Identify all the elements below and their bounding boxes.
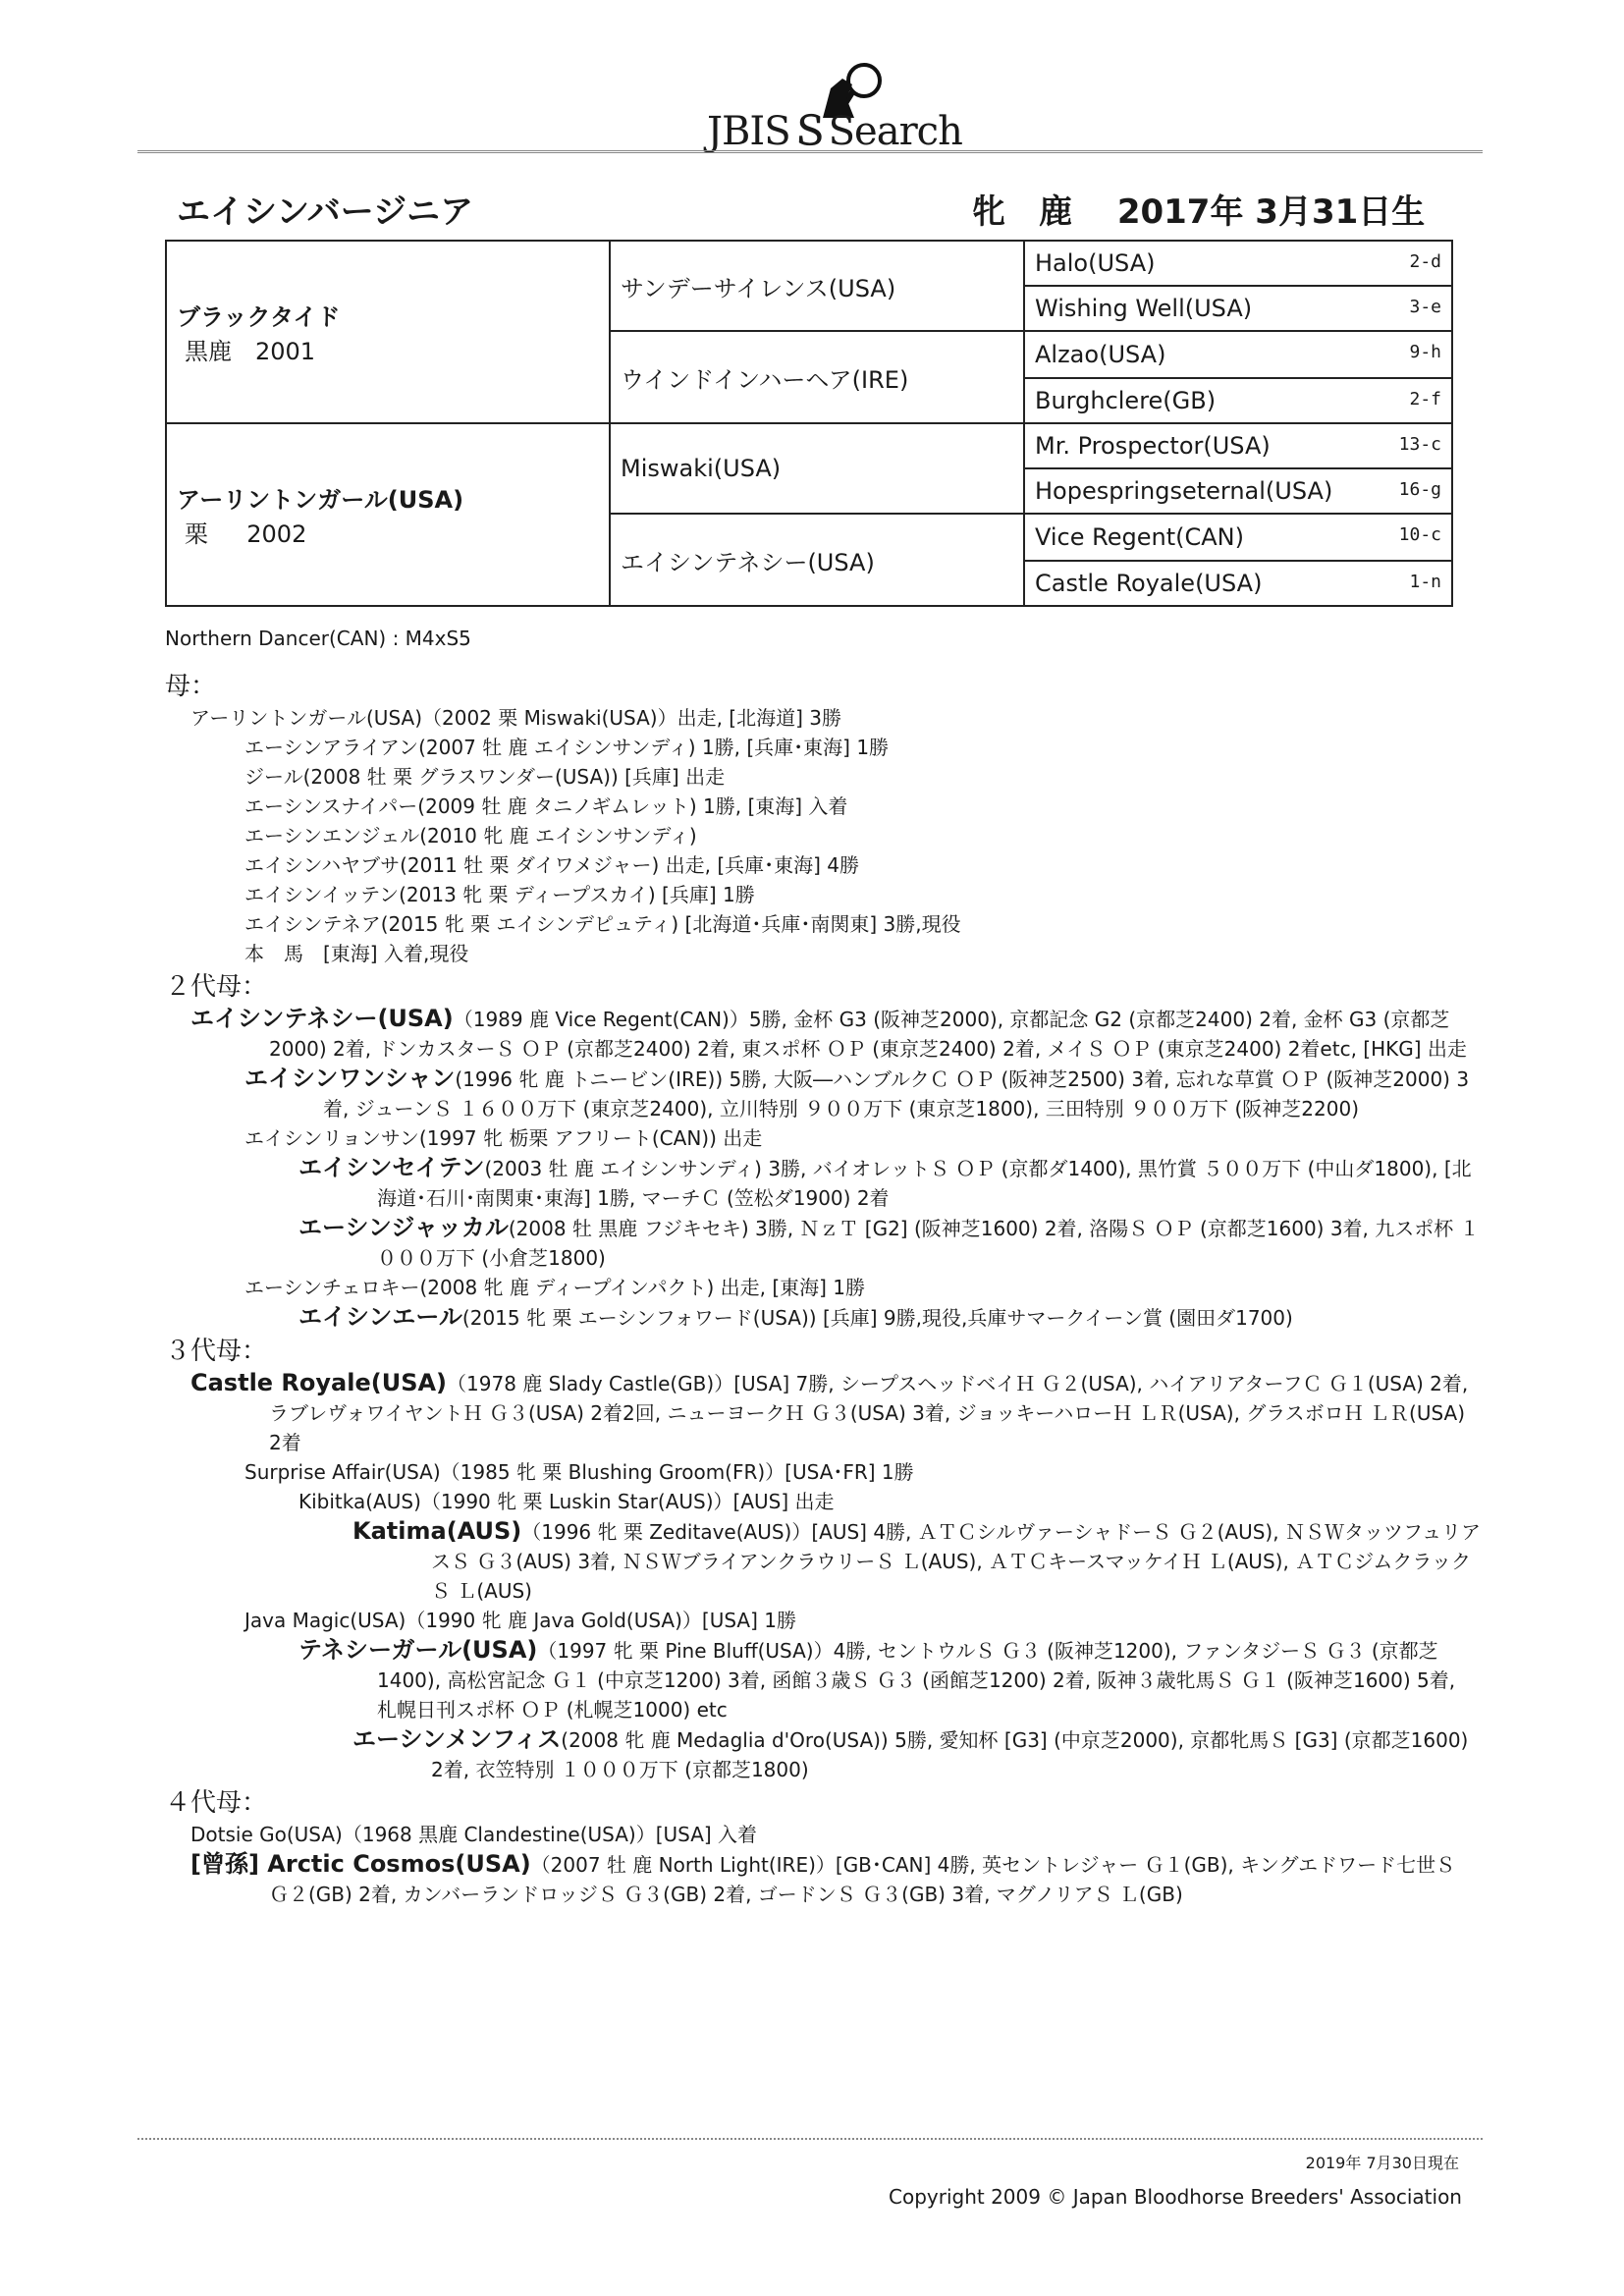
family-record bbox=[165, 668, 1481, 1909]
record-text: アーリントンガール(USA)（2002 栗 Miswaki(USA)）出走, [北海道] 3勝 bbox=[190, 706, 841, 730]
record-line bbox=[244, 733, 1481, 762]
record-text: (2003 牡 鹿 エイシンサンディ) 3勝, バイオレットＳ ＯＰ (京都ダ1400), 黒竹賞 ５００万下 (中山ダ1800), [北海道･石川･南関東･東海] 1勝, マーチＣ (笠松ダ1900) 2着 bbox=[377, 1157, 1472, 1210]
record-text: Dotsie Go(USA)（1968 黒鹿 Clandestine(USA)）[USA] 入着 bbox=[190, 1823, 758, 1846]
dam-info: 栗 2002 bbox=[185, 520, 307, 548]
record-text: Surprise Affair(USA)（1985 牝 栗 Blushing Groom(FR)）[USA･FR] 1勝 bbox=[244, 1460, 914, 1484]
header-rule bbox=[137, 150, 1483, 153]
record-line bbox=[298, 1635, 1481, 1724]
record-text: (2015 牝 栗 エーシンフォワード(USA)) [兵庫] 9勝,現役,兵庫サマークイーン賞 (園田ダ1700) bbox=[461, 1306, 1293, 1330]
footer-rule bbox=[137, 2138, 1483, 2140]
pedigree-g2-0: サンデーサイレンス(USA) bbox=[610, 241, 1024, 331]
sire-info: 黒鹿 2001 bbox=[185, 338, 316, 365]
record-text: エイシンテネア(2015 牝 栗 エイシンデピュティ) [北海道･兵庫･南関東] 3勝,現役 bbox=[244, 912, 961, 936]
inbreeding-note: Northern Dancer(CAN) : M4xS5 bbox=[165, 627, 471, 650]
record-line bbox=[244, 762, 1481, 792]
record-text: (2008 牡 黒鹿 フジキセキ) 3勝, ＮｚＴ [G2] (阪神芝1600) 2着, 洛陽Ｓ ＯＰ (京都芝1600) 3着, 九スポ杯 １０００万下 (小倉芝1800) bbox=[377, 1217, 1480, 1270]
record-horse-name: エイシンエール bbox=[298, 1303, 462, 1331]
record-text: ジール(2008 牡 栗 グラスワンダー(USA)) [兵庫] 出走 bbox=[244, 765, 726, 789]
sire-name: ブラックタイド bbox=[177, 303, 341, 331]
pedigree-g3-0: Halo(USA) 2-d bbox=[1024, 241, 1452, 286]
as-of-date: 2019年 7月30日現在 bbox=[1305, 2154, 1459, 2172]
record-text: 本 馬 [東海] 入着,現役 bbox=[244, 942, 469, 965]
record-line bbox=[244, 792, 1481, 821]
record-line bbox=[244, 880, 1481, 909]
record-horse-name: エーシンメンフィス bbox=[352, 1725, 562, 1753]
record-text: （1978 鹿 Slady Castle(GB)）[USA] 7勝, シープスヘッドベイＨ Ｇ２(USA), ハイアリアターフＣ Ｇ１(USA) 2着, ラブレヴォワイヤントＨ Ｇ３(USA) 2着2回, ニューヨークＨ Ｇ３(USA) 3着, ジョッキーハローＨ ＬＲ(USA), グラスボロＨ ＬＲ(USA) 2着 bbox=[269, 1372, 1469, 1454]
horse-name: エイシンバージニア bbox=[177, 192, 474, 232]
pedigree-g3-4: Mr. Prospector(USA) 13-c bbox=[1024, 423, 1452, 468]
record-horse-name: エイシンワンシャン bbox=[244, 1065, 456, 1092]
horse-info: 牝 鹿 2017年 3月31日生 bbox=[972, 192, 1426, 232]
record-line bbox=[190, 1849, 1481, 1909]
record-line bbox=[298, 1213, 1481, 1273]
record-text: Java Magic(USA)（1990 牝 鹿 Java Gold(USA)）[USA] 1勝 bbox=[244, 1609, 796, 1632]
section-title: ３代母： bbox=[165, 1337, 268, 1366]
record-line bbox=[352, 1724, 1481, 1784]
section-title: 母： bbox=[165, 672, 217, 701]
pedigree-sire bbox=[166, 241, 610, 423]
record-line bbox=[244, 1123, 1481, 1153]
pedigree-g3-2: Alzao(USA) 9-h bbox=[1024, 331, 1452, 378]
record-text: エイシンリョンサン(1997 牝 栃栗 アフリート(CAN)) 出走 bbox=[244, 1126, 763, 1150]
record-horse-name: エーシンジャッカル bbox=[298, 1214, 509, 1241]
record-line bbox=[244, 1457, 1481, 1487]
logo-text: JBISＳSearch bbox=[707, 108, 962, 154]
record-horse-name: Castle Royale(USA) bbox=[190, 1369, 448, 1396]
record-text: （2007 牡 鹿 North Light(IRE)）[GB･CAN] 4勝, 英セントレジャー Ｇ１(GB), キングエドワード七世Ｓ Ｇ２(GB) 2着, カンバーランドロッジＳ Ｇ３(GB) 2着, ゴードンＳ Ｇ３(GB) 3着, マグノリアＳ Ｌ(GB) bbox=[269, 1853, 1456, 1906]
section-title: ４代母： bbox=[165, 1788, 268, 1818]
record-line bbox=[190, 703, 1481, 733]
record-text: （1996 牝 栗 Zeditave(AUS)）[AUS] 4勝, ＡＴＣシルヴァーシャドーＳ Ｇ２(AUS), ＮＳＷタッツフュリアスＳ Ｇ３(AUS) 3着, ＮＳＷブライアンクラウリーＳ Ｌ(AUS), ＡＴＣキースマッケイＨ Ｌ(AUS), ＡＴＣジムクラックＳ Ｌ(AUS) bbox=[431, 1520, 1481, 1603]
record-horse-name: Katima(AUS) bbox=[352, 1517, 522, 1545]
pedigree-g2-3: エイシンテネシー(USA) bbox=[610, 514, 1024, 606]
record-text: （1997 牝 栗 Pine Bluff(USA)）4勝, セントウルＳ Ｇ３ (阪神芝1200), ファンタジーＳ Ｇ３ (京都芝1400), 高松宮記念 Ｇ１ (中京芝1200) 3着, 函館３歳Ｓ Ｇ３ (函館芝1200) 2着, 阪神３歳牝馬Ｓ Ｇ１ (阪神芝1600) 5着, 札幌日刊スポ杯 ＯＰ (札幌芝1000) etc bbox=[377, 1639, 1456, 1722]
pedigree-g3-7: Castle Royale(USA) 1-n bbox=[1024, 561, 1452, 606]
record-line bbox=[244, 850, 1481, 880]
pedigree-g3-3: Burghclere(GB) 2-f bbox=[1024, 378, 1452, 423]
record-text: エイシンイッテン(2013 牝 栗 ディープスカイ) [兵庫] 1勝 bbox=[244, 883, 755, 906]
dam-name: アーリントンガール(USA) bbox=[177, 486, 464, 514]
record-text: エーシンアライアン(2007 牡 鹿 エイシンサンディ) 1勝, [兵庫･東海] 1勝 bbox=[244, 736, 890, 759]
record-line bbox=[190, 1368, 1481, 1457]
pedigree-g3-1: Wishing Well(USA) 3-e bbox=[1024, 286, 1452, 331]
record-horse-name: [曾孫] Arctic Cosmos(USA) bbox=[190, 1850, 531, 1878]
record-line bbox=[244, 1064, 1481, 1123]
record-line bbox=[352, 1516, 1481, 1606]
record-text: エイシンハヤブサ(2011 牡 栗 ダイワメジャー) 出走, [兵庫･東海] 4勝 bbox=[244, 853, 860, 877]
record-line bbox=[298, 1302, 1481, 1333]
record-text: エーシンスナイパー(2009 牡 鹿 タニノギムレット) 1勝, [東海] 入着 bbox=[244, 794, 848, 818]
copyright: Copyright 2009 © Japan Bloodhorse Breeders' Association bbox=[889, 2185, 1462, 2209]
record-line bbox=[244, 909, 1481, 939]
record-text: エーシンエンジェル(2010 牝 鹿 エイシンサンディ) bbox=[244, 824, 697, 847]
pedigree-g2-1: ウインドインハーヘア(IRE) bbox=[610, 331, 1024, 423]
record-horse-name: テネシーガール(USA) bbox=[298, 1636, 538, 1664]
pedigree-dam bbox=[166, 423, 610, 606]
pedigree-g3-6: Vice Regent(CAN) 10-c bbox=[1024, 514, 1452, 561]
record-line bbox=[298, 1153, 1481, 1213]
record-horse-name: エイシンセイテン bbox=[298, 1154, 485, 1181]
record-line bbox=[244, 821, 1481, 850]
record-text: Kibitka(AUS)（1990 牝 栗 Luskin Star(AUS)）[AUS] 出走 bbox=[298, 1490, 835, 1513]
record-horse-name: エイシンテネシー(USA) bbox=[190, 1005, 454, 1032]
record-text: (2008 牝 鹿 Medaglia d'Oro(USA)) 5勝, 愛知杯 [G3] (中京芝2000), 京都牝馬Ｓ [G3] (京都芝1600) 2着, 衣笠特別 １０００万下 (京都芝1800) bbox=[431, 1728, 1469, 1781]
pedigree-g3-5: Hopespringseternal(USA) 16-g bbox=[1024, 468, 1452, 514]
record-text: （1989 鹿 Vice Regent(CAN)）5勝, 金杯 G3 (阪神芝2000), 京都記念 G2 (京都芝2400) 2着, 金杯 G3 (京都芝2000) 2着, ドンカスターＳ ＯＰ (京都芝2400) 2着, 東スポ杯 ＯＰ (東京芝2400) 2着, メイＳ ＯＰ (東京芝2400) 2着etc, [HKG] 出走 bbox=[269, 1008, 1467, 1061]
record-line bbox=[190, 1820, 1481, 1849]
record-text: エーシンチェロキー(2008 牝 鹿 ディープインパクト) 出走, [東海] 1勝 bbox=[244, 1276, 866, 1299]
record-line bbox=[244, 939, 1481, 968]
record-line bbox=[244, 1273, 1481, 1302]
record-line bbox=[244, 1606, 1481, 1635]
section-title: ２代母： bbox=[165, 972, 268, 1002]
record-text: (1996 牝 鹿 トニービン(IRE)) 5勝, 大阪―ハンブルクＣ ＯＰ (阪神芝2500) 3着, 忘れな草賞 ＯＰ (阪神芝2000) 3着, ジューンＳ １６００万下 (東京芝2400), 立川特別 ９００万下 (東京芝1800), 三田特別 ９００万下 (阪神芝2200) bbox=[323, 1067, 1470, 1121]
jbis-logo bbox=[687, 59, 962, 154]
record-line bbox=[190, 1004, 1481, 1064]
pedigree-table bbox=[165, 240, 1453, 607]
record-line bbox=[298, 1487, 1481, 1516]
pedigree-g2-2: Miswaki(USA) bbox=[610, 423, 1024, 514]
